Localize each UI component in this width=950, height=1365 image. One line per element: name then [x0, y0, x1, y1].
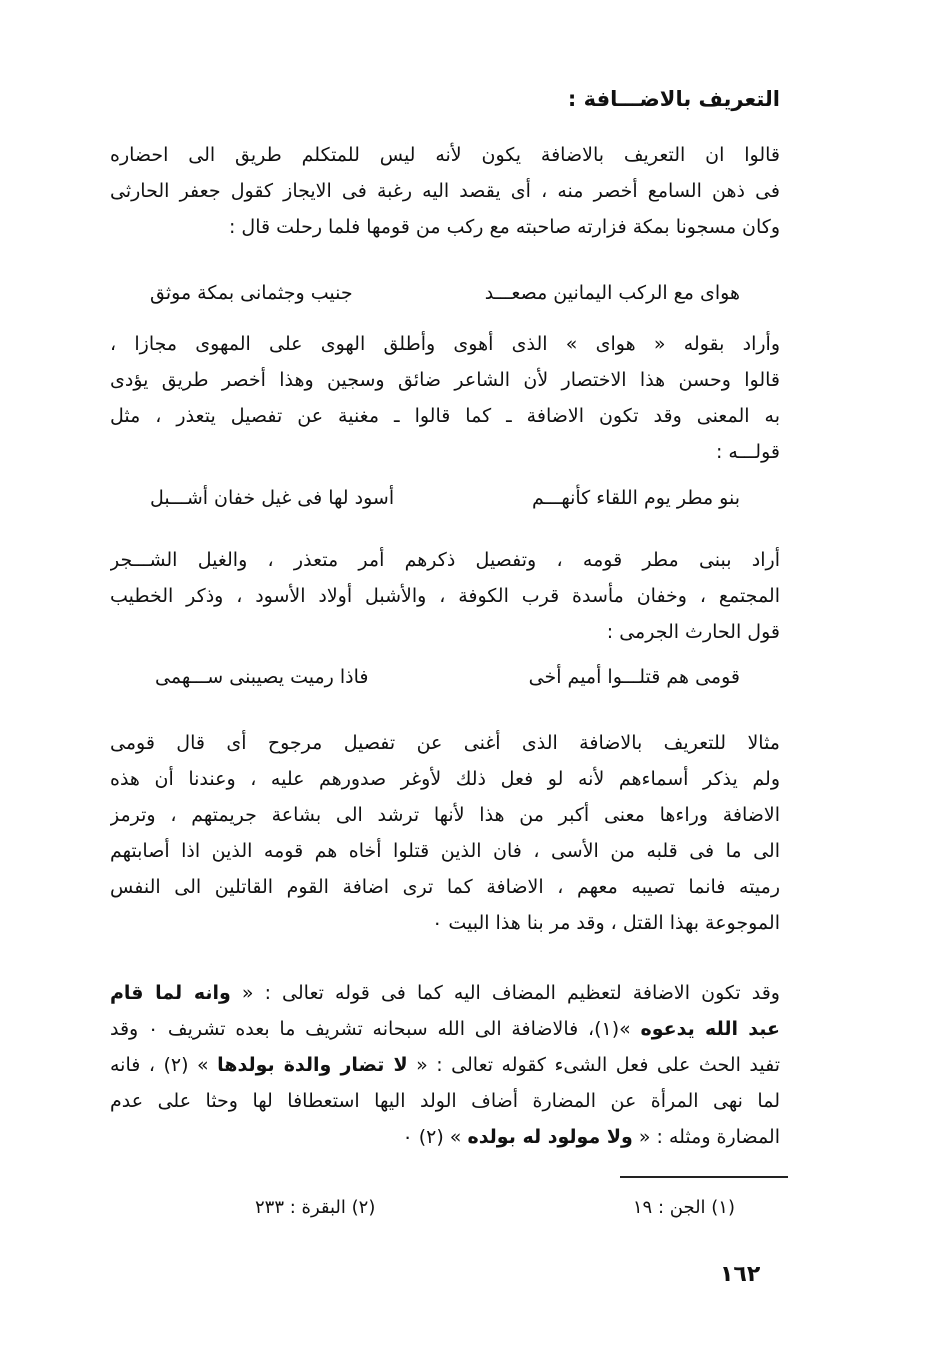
- paragraph-2-line-4: قولـــه :: [715, 441, 780, 463]
- paragraph-1-line-2: فى ذهن السامع أخصر منه ، أى يقصد اليه رغبة فى الايجاز كقول جعفر الحارثى: [110, 180, 780, 202]
- footnote-divider: [620, 1176, 788, 1178]
- quran-quote-3: ولا مولود له بولده: [467, 1126, 633, 1148]
- paragraph-2-line-1: وأراد بقوله « هواى » الذى أهوى وأطلق الهوى على المهوى مجازا ،: [110, 333, 780, 355]
- p5-line3-tail: » (٢) ، فانه: [110, 1054, 218, 1076]
- paragraph-3-line-3: قول الحارث الجرمى :: [606, 621, 780, 643]
- paragraph-3-line-2: المجتمع ، وخفان مأسدة قرب الكوفة ، والأشبل أولاد الأسود ، وذكر الخطيب: [110, 585, 780, 607]
- paragraph-4-line-1: مثالا للتعريف بالاضافة الذى أغنى عن تفصيل مرجوح أى قال قومى: [110, 732, 780, 754]
- paragraph-5-line-1: [110, 978, 780, 1008]
- paragraph-4-line-6: الموجوعة بهذا القتل ، وقد مر بنا هذا البيت ٠: [432, 912, 780, 934]
- quran-quote-2: لا تضار والدة بولدها: [217, 1054, 408, 1076]
- footnote-2: (٢) البقرة : ٢٣٣: [255, 1197, 376, 1218]
- quran-quote-1b: عبد الله يدعوه: [640, 1018, 780, 1040]
- verse-3-first-hemistich: قومى هم قتلـــوا أميم أخى: [528, 666, 740, 688]
- section-heading: التعريف بالاضـــافة :: [567, 87, 780, 111]
- paragraph-4-line-2: ولم يذكر أسماءهم لأنه لو فعل ذلك لأوغر صدورهم عليه ، وعندنا أن هذه: [110, 768, 780, 790]
- p5-line5-text: المضارة ومثله : «: [632, 1126, 780, 1148]
- paragraph-5-line-2: [110, 1014, 780, 1044]
- paragraph-4-line-4: الى ما فى قلبه من الأسى ، فان الذين قتلوا أخاه هم قومه الذين اذا أصابتهم: [110, 840, 780, 862]
- verse-2-first-hemistich: بنو مطر يوم اللقاء كأنهـــم: [531, 487, 740, 509]
- p5-line3-text: تفيد الحث على فعل الشىء كقوله تعالى : «: [407, 1054, 780, 1076]
- footnote-1: (١) الجن : ١٩: [632, 1197, 735, 1218]
- verse-2-second-hemistich: أسود لها فى غيل خفان أشـــبل: [150, 487, 395, 509]
- quran-quote-1a: وانه لما قام: [110, 982, 231, 1004]
- paragraph-2-line-2: قالوا وحسن هذا الاختصار لأن الشاعر ضائق وسجين وهذا أخصر طريق يؤدى: [110, 369, 780, 391]
- paragraph-3-line-1: أراد ببنى مطر قومه ، وتفصيل ذكرهم أمر متعذر ، والغيل الشـــجر: [110, 549, 780, 571]
- p5-line5-tail: » (٢) ٠: [402, 1126, 468, 1148]
- p5-line1-text: وقد تكون الاضافة لتعظيم المضاف اليه كما فى قوله تعالى : «: [230, 982, 780, 1004]
- paragraph-1-line-3: وكان مسجونا بمكة فزارته صاحبته مع ركب من قومها فلما رحلت قال :: [228, 216, 780, 238]
- verse-1-second-hemistich: جنيب وجثمانى بمكة موثق: [150, 282, 353, 304]
- paragraph-2-line-3: به المعنى وقد تكون الاضافة ـ كما قالوا ـ مغنية عن تفصيل يتعذر ، مثل: [110, 405, 780, 427]
- paragraph-4-line-3: الاضافة وراءها معنى أكبر من هذا لأنها ترشد الى بشاعة جريمتهم ، وترمز: [110, 804, 780, 826]
- page-number: ١٦٢: [720, 1262, 761, 1287]
- paragraph-1-line-1: قالوا ان التعريف بالاضافة يكون لأنه ليس للمتكلم طريق الى احضاره: [110, 144, 780, 166]
- paragraph-5-line-4: لما نهى المرأة عن المضارة أضاف الولد اليها استعطافا لها وحثا على عدم: [110, 1090, 780, 1112]
- verse-3-second-hemistich: فاذا رميت يصيبنى ســـهمى: [155, 666, 369, 688]
- verse-1-first-hemistich: هواى مع الركب اليمانين مصعـــد: [484, 282, 740, 304]
- paragraph-5-line-3: [110, 1050, 780, 1080]
- paragraph-5-line-5: [110, 1122, 780, 1152]
- p5-line2-text: »(١)، فالاضافة الى الله سبحانه تشريف ما بعده تشريف ٠ وقد: [110, 1018, 641, 1040]
- paragraph-4-line-5: رميته فانما تصيبه معهم ، الاضافة كما ترى اضافة القوم القاتلين الى النفس: [110, 876, 780, 898]
